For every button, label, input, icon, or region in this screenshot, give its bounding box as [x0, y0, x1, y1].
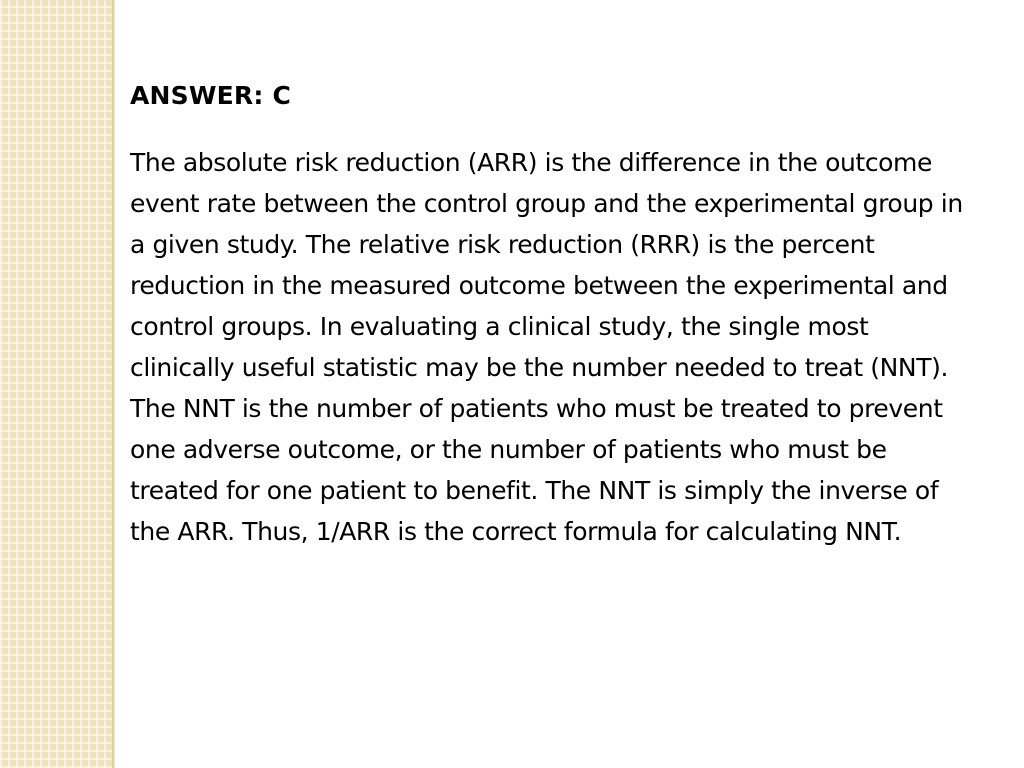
answer-heading: ANSWER: C [130, 81, 292, 110]
side-band-edge [112, 0, 115, 768]
slide-content [130, 78, 966, 552]
decorative-side-band [0, 0, 112, 768]
explanation-paragraph: The absolute risk reduction (ARR) is the difference in the outcome event rate between the control group and the experimental group in a given study. The relative risk reduction (RRR) is the percent reduction in the measured outcome between the experimental and control groups. In evaluating a clinical study, the single most clinically useful statistic may be the number needed to treat (NNT). The NNT is the number of patients who must be treated to prevent one adverse outcome, or the number of patients who must be treated for one patient to benefit. The NNT is simply the inverse of the ARR. Thus, 1/ARR is the correct formula for calculating NNT. [130, 148, 963, 546]
